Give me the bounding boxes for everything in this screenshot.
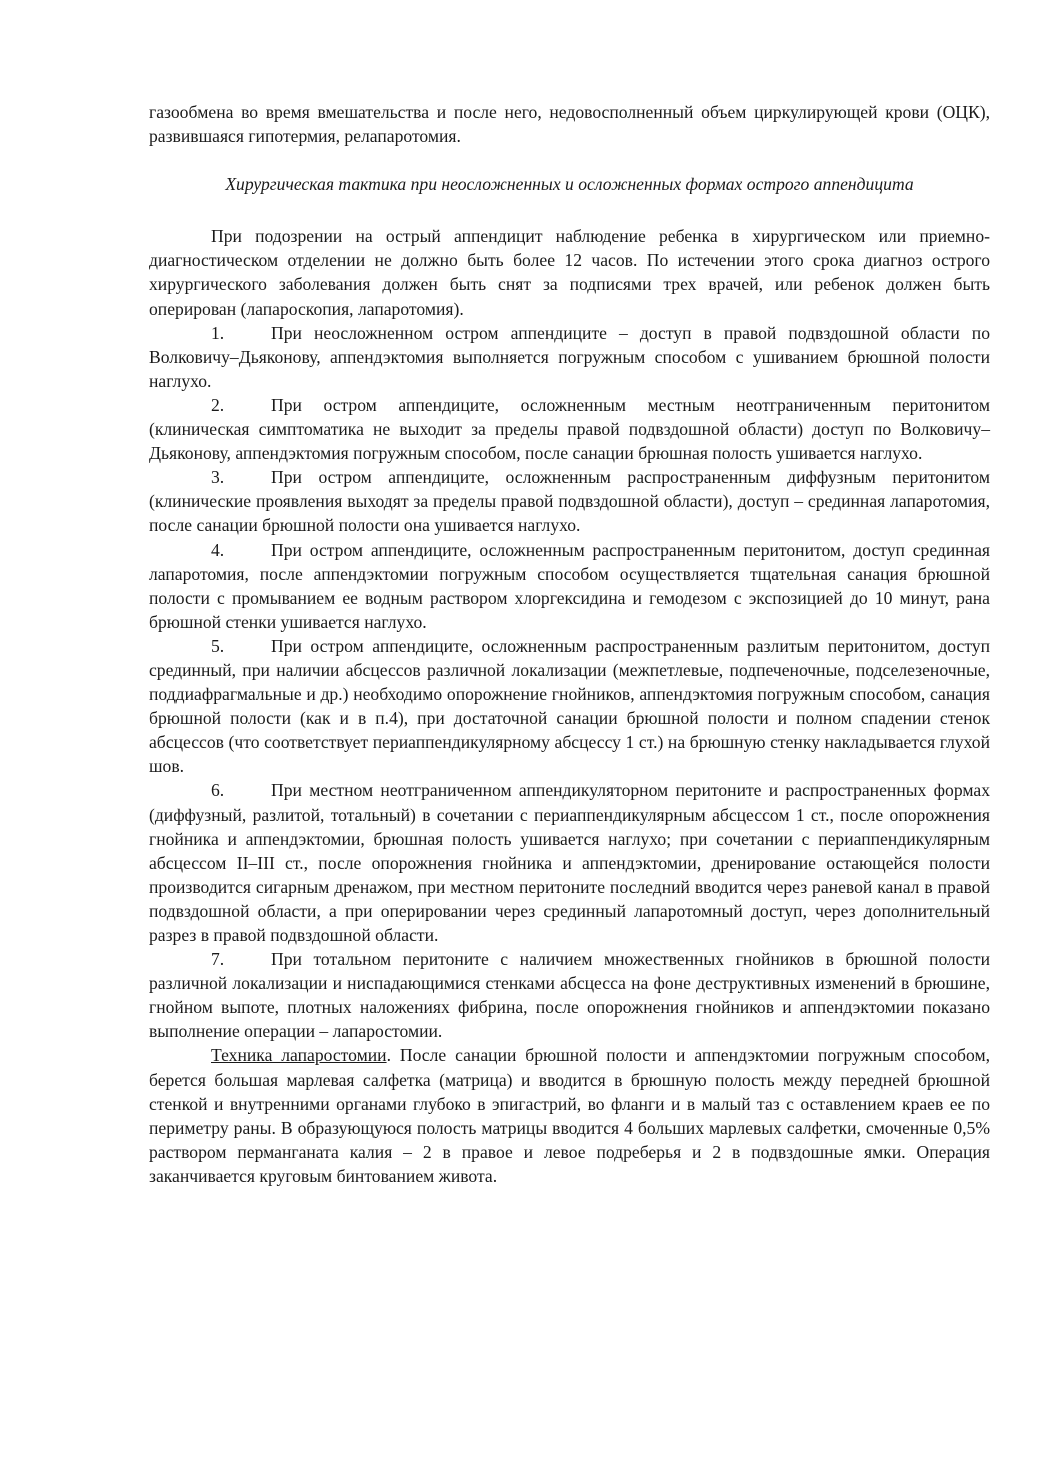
list-item-text: При местном неотграниченном аппендикуляторном перитоните и распространенных формах (диффузный, разлитой, тотальный) в сочетании с периаппендикулярным абсцессом 1 ст., после опорожнения гнойника и аппендэктомии, брюшная полость ушивается наглухо; при сочетании с периаппендикулярным абсцессом II–III ст., после опорожнения гнойника и аппендэктомии, дренирование остающейся полости производится сигарным дренажом, при местном перитоните последний вводится через раневой канал в правой подвздошной области, а при оперировании через срединный лапаротомный доступ, через дополнительный разрез в правой подвздошной области. <box>149 780 990 945</box>
intro-paragraph: газообмена во время вмешательства и после него, недовосполненный объем циркулирующей крови (ОЦК), развившаяся гипотермия, релапаротомия. <box>149 102 990 147</box>
document-page <box>149 100 990 1188</box>
list-item-number: 3. <box>211 467 225 488</box>
list-item-number: 7. <box>211 949 225 970</box>
list-item-text: При остром аппендиците, осложненным распространенным перитонитом, доступ срединная лапаротомия, после аппендэктомии погружным способом осуществляется тщательная санация брюшной полости с промыванием ее водным раствором хлоргексидина и гемодезом с экспозицией до 10 минут, рана брюшной стенки ушивается наглухо. <box>149 539 990 632</box>
lead-paragraph: При подозрении на острый аппендицит наблюдение ребенка в хирургическом или приемно-диагностическом отделении не должно быть более 12 часов. По истечении этого срока диагноз острого хирургического заболевания должен быть снят за подписями трех врачей, или ребенок должен быть оперирован (лапароскопия, лапаротомия). <box>149 226 990 319</box>
list-item-number: 4. <box>211 539 225 560</box>
list-item-text: При остром аппендиците, осложненным распространенным разлитым перитонитом, доступ срединный, при наличии абсцессов различной локализации (межпетлевые, подпеченочные, подселезеночные, поддиафрагмальные и др.) необходимо опорожнение гнойников, аппендэктомия погружным способом, санация брюшной полости (как и в п.4), при достаточной санации брюшной полости и полном спадении стенок абсцессов (что соответствует периаппендикулярному абсцессу 1 ст.) на брюшную стенку накладывается глухой шов. <box>149 635 990 777</box>
list-item <box>149 465 990 537</box>
list-item-text: При остром аппендиците, осложненным распространенным диффузным перитонитом (клинические проявления выходят за пределы правой подвздошной области), доступ – срединная лапаротомия, после санации брюшной полости она ушивается наглухо. <box>149 467 990 536</box>
technique-text: . После санации брюшной полости и аппендэктомии погружным способом, берется большая марлевая салфетка (матрица) и вводится в брюшную полость между передней брюшной стенкой и внутренними органами глубоко в эпигастрий, во фланги и в малый таз с оставлением краев ее по периметру раны. В образующуюся полость матрицы вводится 4 больших марлевых салфетки, смоченные 0,5% раствором перманганата калия – 2 в правое и левое подреберья и 2 в подвздошные ямки. Операция заканчивается круговым бинтованием живота. <box>149 1045 991 1186</box>
list-item <box>149 947 990 1043</box>
list-item-text: При тотальном перитоните с наличием множественных гнойников в брюшной полости различной локализации и ниспадающимися стенками абсцесса на фоне деструктивных изменений в брюшине, гнойном выпоте, плотных наложениях фибрина, после опорожнения гнойников и аппендэктомии показано выполнение операции – лапаростомии. <box>149 949 990 1042</box>
list-item <box>149 634 990 779</box>
list-item-number: 6. <box>211 780 225 801</box>
list-item-text: При неосложненном остром аппендиците – доступ в правой подвздошной области по Волковичу–Дьяконову, аппендэктомия выполняется погружным способом с ушиванием брюшной полости наглухо. <box>149 322 990 391</box>
list-item-number: 1. <box>211 322 225 343</box>
numbered-list <box>149 321 990 1044</box>
list-item <box>149 321 990 393</box>
list-item <box>149 778 990 947</box>
list-item-number: 5. <box>211 635 225 656</box>
list-item-number: 2. <box>211 394 225 415</box>
technique-title: Техника лапаростомии <box>211 1045 387 1066</box>
list-item <box>149 538 990 634</box>
technique-paragraph <box>149 1043 990 1188</box>
list-item <box>149 393 990 465</box>
section-heading: Хирургическая тактика при неосложненных и осложненных формах острого аппендицита <box>225 174 914 195</box>
list-item-text: При остром аппендиците, осложненным местным неотграниченным перитонитом (клиническая симптоматика не выходит за пределы правой подвздошной области) доступ по Волковичу–Дьяконову, аппендэктомия погружным способом, после санации брюшная полость ушивается наглухо. <box>149 394 990 464</box>
